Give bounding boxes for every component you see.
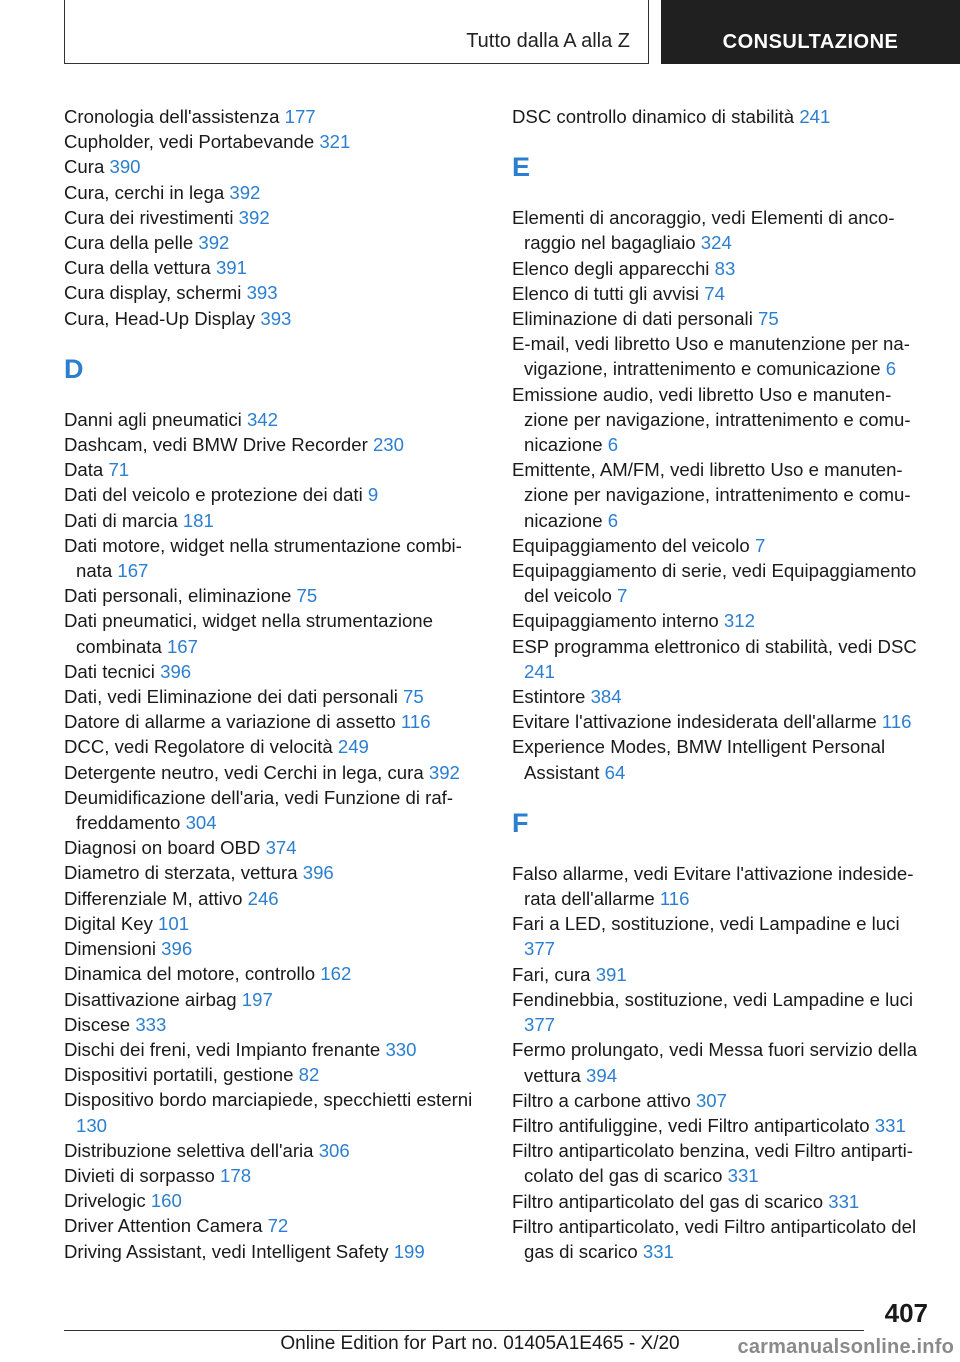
index-entry: [64, 835, 484, 860]
index-page-link[interactable]: 249: [337, 736, 369, 758]
index-entry: [64, 1239, 484, 1264]
index-entry: [512, 533, 932, 558]
index-page-link[interactable]: 197: [241, 988, 273, 1010]
index-page-link[interactable]: 396: [160, 660, 192, 682]
index-entry: [512, 634, 932, 684]
index-entry-text: Dati di marcia: [64, 509, 178, 531]
footer-edition-text: Online Edition for Part no. 01405A1E465 - X/20: [280, 1333, 680, 1354]
index-entry-text: Digital Key: [64, 912, 153, 934]
index-page-link[interactable]: 178: [220, 1164, 252, 1186]
index-entry-text: Dispositivi portatili, gestione: [64, 1064, 294, 1086]
index-page-link[interactable]: 167: [117, 560, 149, 582]
index-page-link[interactable]: 331: [874, 1114, 906, 1136]
index-entry-text: Fari a LED, sostituzione, vedi Lampadine e luci: [512, 913, 900, 935]
index-entry: [64, 104, 484, 129]
index-entry-text: Datore di allarme a variazione di assetto: [64, 711, 396, 733]
index-entry-text: Dimensioni: [64, 938, 156, 960]
index-entry: [64, 911, 484, 936]
index-entry: [512, 962, 932, 987]
index-entry: [64, 734, 484, 759]
index-page-link[interactable]: 7: [617, 585, 628, 607]
index-entry: [512, 1088, 932, 1113]
index-entry: [512, 281, 932, 306]
index-entry: [64, 255, 484, 280]
index-entry-text: Filtro antifuliggine, vedi Filtro antiparticolato: [512, 1114, 870, 1136]
index-page-link[interactable]: 331: [642, 1240, 674, 1262]
index-entry: [64, 508, 484, 533]
index-page-link[interactable]: 330: [385, 1038, 417, 1060]
index-entry: [64, 608, 484, 658]
index-entry-text: Cupholder, vedi Portabevande: [64, 131, 315, 153]
index-page-link[interactable]: 199: [393, 1240, 425, 1262]
index-entry-text: Dati del veicolo e protezione dei dati: [64, 484, 363, 506]
index-entry-text: Fari, cura: [512, 963, 591, 985]
index-page-link[interactable]: 116: [400, 711, 431, 733]
index-page-link[interactable]: 6: [885, 358, 897, 380]
index-entry-text: Diagnosi on board OBD: [64, 837, 261, 859]
index-entry: [64, 860, 484, 885]
index-entry: [512, 734, 932, 784]
index-page-link[interactable]: 306: [318, 1139, 350, 1161]
index-entry: [64, 180, 484, 205]
index-page-link[interactable]: 64: [604, 761, 626, 783]
index-page-link[interactable]: 384: [590, 686, 622, 708]
index-column-right: [512, 104, 932, 1264]
index-entry: [512, 987, 932, 1037]
index-page-link[interactable]: 394: [586, 1064, 618, 1086]
index-entry-text: Differenziale M, attivo: [64, 887, 243, 909]
index-entry: [64, 457, 484, 482]
index-entry-text: Deumidificazione dell'aria, vedi Funzione di raf-freddamento: [64, 786, 454, 834]
index-entry-text: Dati pneumatici, widget nella strumentazione combinata: [64, 610, 433, 657]
index-entry-text: Eliminazione di dati personali: [512, 308, 753, 330]
index-entry-text: Detergente neutro, vedi Cerchi in lega, cura: [64, 761, 424, 783]
header-chapter-title: CONSULTAZIONE: [722, 31, 899, 53]
index-entry: [512, 1189, 932, 1214]
index-page-link[interactable]: 396: [302, 862, 334, 884]
index-entry-text: Cura, cerchi in lega: [64, 181, 225, 203]
index-entry-text: Falso allarme, vedi Evitare l'attivazione indeside-rata dell'allarme: [512, 862, 914, 910]
index-entry-text: Dati motore, widget nella strumentazione combi-nata: [64, 534, 462, 582]
index-entry-text: Filtro a carbone attivo: [512, 1089, 691, 1111]
index-entry: [64, 407, 484, 432]
index-page-link[interactable]: 167: [166, 635, 198, 657]
index-page-link[interactable]: 230: [372, 434, 404, 456]
index-page-link[interactable]: 324: [700, 232, 732, 254]
index-entry: [512, 1113, 932, 1138]
index-page-link[interactable]: 9: [367, 484, 379, 506]
watermark: carmanualsonline.info: [737, 1336, 954, 1358]
index-page-link[interactable]: 390: [109, 156, 141, 178]
index-page-link[interactable]: 312: [723, 610, 755, 632]
index-entry: [64, 1062, 484, 1087]
index-page-link[interactable]: 241: [799, 106, 831, 127]
index-page-link[interactable]: 74: [704, 282, 725, 304]
index-entry-text: Emissione audio, vedi libretto Uso e manuten-zione per navigazione, intrattenimento e comu-nicazione: [512, 383, 911, 456]
index-entry-text: Emittente, AM/FM, vedi libretto Uso e manuten-zione per navigazione, intrattenimento e comu-nicazione: [512, 459, 911, 531]
index-entry: [64, 230, 484, 255]
index-page-link[interactable]: 392: [198, 232, 230, 254]
index-entry-text: Danni agli pneumatici: [64, 408, 242, 430]
index-page-link[interactable]: 396: [161, 938, 193, 960]
index-entry-text: Filtro antiparticolato del gas di scarico: [512, 1190, 824, 1212]
index-entry-text: Cura display, schermi: [64, 282, 242, 304]
index-entry-text: Dispositivo bordo marciapiede, specchietti esterni: [64, 1089, 473, 1111]
index-page-link[interactable]: 160: [150, 1190, 182, 1212]
index-page-link[interactable]: 392: [428, 761, 460, 783]
index-page-link[interactable]: 75: [758, 308, 779, 330]
index-page-link[interactable]: 130: [76, 1114, 108, 1136]
index-entry: [64, 961, 484, 986]
index-page-link[interactable]: 392: [238, 206, 270, 228]
index-page-link[interactable]: 181: [182, 509, 214, 531]
index-entry: [512, 104, 932, 129]
index-entry-text: Cronologia dell'assistenza: [64, 106, 280, 127]
index-page-link[interactable]: 393: [260, 307, 292, 329]
index-entry: [512, 331, 932, 381]
index-entry-text: Cura: [64, 156, 105, 178]
index-entry: [64, 1012, 484, 1037]
index-page-link[interactable]: 6: [607, 434, 619, 456]
index-page-link[interactable]: 177: [284, 106, 316, 127]
index-entry-text: Cura dei rivestimenti: [64, 206, 234, 228]
index-entry-text: Estintore: [512, 686, 586, 708]
index-page-link[interactable]: 331: [828, 1190, 860, 1212]
index-entry: [64, 684, 484, 709]
index-entry: [64, 1163, 484, 1188]
index-entry: [512, 608, 932, 633]
index-entry: [64, 205, 484, 230]
index-letter-heading: D: [64, 353, 84, 384]
index-entry: [512, 205, 932, 255]
index-entry: [64, 659, 484, 684]
header-section-title: Tutto dalla A alla Z: [466, 30, 630, 52]
index-page-link[interactable]: 393: [246, 282, 278, 304]
index-entry-text: DCC, vedi Regolatore di velocità: [64, 736, 333, 758]
index-page-link[interactable]: 304: [185, 812, 217, 834]
index-entry: [512, 684, 932, 709]
index-entry: [64, 785, 484, 835]
index-entry-text: Dischi dei freni, vedi Impianto frenante: [64, 1038, 381, 1060]
index-entry: [64, 1087, 484, 1137]
index-entry-text: Dati tecnici: [64, 660, 155, 682]
index-entry-text: Dati personali, eliminazione: [64, 585, 292, 607]
index-entry-text: Driving Assistant, vedi Intelligent Safety: [64, 1240, 389, 1262]
index-entry: [64, 583, 484, 608]
index-entry-text: Filtro antiparticolato, vedi Filtro antiparticolato del gas di scarico: [512, 1215, 917, 1262]
index-entry-text: Equipaggiamento di serie, vedi Equipaggiamento del veicolo: [512, 560, 917, 607]
index-entry-text: Driver Attention Camera: [64, 1215, 263, 1237]
index-entry: [512, 861, 932, 911]
index-entry-text: Cura della pelle: [64, 232, 194, 254]
index-page-link[interactable]: 7: [754, 534, 766, 556]
index-entry: [512, 457, 932, 533]
index-entry: [64, 154, 484, 179]
index-entry-text: Cura della vettura: [64, 257, 211, 279]
index-entry: [64, 280, 484, 305]
index-page-link[interactable]: 82: [298, 1064, 320, 1086]
index-entry: [512, 256, 932, 281]
index-letter-heading: E: [512, 152, 531, 183]
index-entry: [64, 1188, 484, 1213]
header-section-box: [64, 0, 649, 64]
index-entry: [512, 558, 932, 608]
index-entry-text: Dati, vedi Eliminazione dei dati personali: [64, 686, 398, 708]
index-page-link[interactable]: 101: [158, 912, 190, 934]
page-number: 407: [884, 1298, 928, 1328]
index-entry: [64, 760, 484, 785]
index-page-link[interactable]: 342: [246, 408, 278, 430]
index-entry: [64, 886, 484, 911]
index-entry-text: Fendinebbia, sostituzione, vedi Lampadine e luci: [512, 988, 914, 1010]
index-entry-text: DSC controllo dinamico di stabilità: [512, 106, 795, 127]
index-page-link[interactable]: 83: [714, 257, 736, 279]
index-entry-text: Elenco degli apparecchi: [512, 257, 710, 279]
index-entry: [512, 1138, 932, 1188]
index-page-link[interactable]: 246: [247, 887, 279, 909]
index-entry: [64, 129, 484, 154]
index-entry: [64, 1037, 484, 1062]
index-column-left: [64, 104, 484, 1264]
index-page-link[interactable]: 377: [524, 938, 556, 960]
index-letter-heading: F: [512, 807, 529, 838]
index-entry: [64, 987, 484, 1012]
index-entry: [64, 533, 484, 583]
index-entry-text: Dinamica del motore, controllo: [64, 963, 316, 985]
index-page-link[interactable]: 392: [229, 181, 261, 203]
index-entry: [64, 709, 484, 734]
index-entry-text: Equipaggiamento interno: [512, 610, 719, 632]
index-entry-text: Dashcam, vedi BMW Drive Recorder: [64, 434, 368, 456]
index-page-link[interactable]: 6: [607, 509, 619, 531]
index-page-link[interactable]: 71: [108, 459, 130, 481]
index-page-link[interactable]: 116: [881, 711, 912, 733]
index-entry-text: Distribuzione selettiva dell'aria: [64, 1139, 314, 1161]
index-entry: [64, 1138, 484, 1163]
index-entry: [512, 1214, 932, 1264]
index-entry-text: Disattivazione airbag: [64, 988, 237, 1010]
index-entry-text: Equipaggiamento del veicolo: [512, 534, 750, 556]
index-entry: [64, 432, 484, 457]
index-entry-text: E-mail, vedi libretto Uso e manutenzione per na-vigazione, intrattenimento e comunicazione: [512, 333, 910, 380]
index-page-link[interactable]: 391: [215, 257, 247, 279]
index-entry: [64, 936, 484, 961]
index-page-link[interactable]: 72: [267, 1215, 289, 1237]
index-entry-text: Elenco di tutti gli avvisi: [512, 282, 700, 304]
index-page-link[interactable]: 75: [296, 585, 318, 607]
index-entry-text: Cura, Head-Up Display: [64, 307, 256, 329]
index-entry: [512, 911, 932, 961]
header-chapter-tab[interactable]: [661, 0, 960, 64]
index-page-link[interactable]: 75: [403, 686, 424, 708]
index-entry-text: Experience Modes, BMW Intelligent Personal Assistant: [512, 736, 886, 783]
index-entry: [512, 382, 932, 458]
index-entry-text: ESP programma elettronico di stabilità, vedi DSC: [512, 635, 917, 657]
index-entry: [512, 709, 932, 734]
index-entry: [512, 306, 932, 331]
index-entry-text: Elementi di ancoraggio, vedi Elementi di anco-raggio nel bagagliaio: [512, 207, 895, 254]
index-page-link[interactable]: 377: [524, 1014, 556, 1036]
index-entry-text: Drivelogic: [64, 1190, 146, 1212]
index-page-link[interactable]: 331: [727, 1165, 759, 1187]
index-page-link[interactable]: 333: [135, 1013, 167, 1035]
index-entry-text: Divieti di sorpasso: [64, 1164, 215, 1186]
index-entry-text: Discese: [64, 1013, 131, 1035]
index-page-link[interactable]: 116: [659, 888, 690, 910]
index-entry: [64, 306, 484, 331]
footer-divider: [64, 1330, 864, 1331]
index-entry-text: Filtro antiparticolato benzina, vedi Filtro antiparti-colato del gas di scarico: [512, 1140, 913, 1187]
index-page-link[interactable]: 391: [595, 963, 627, 985]
index-page-link[interactable]: 374: [265, 837, 297, 859]
index-page-link[interactable]: 307: [695, 1089, 727, 1111]
index-entry-text: Diametro di sterzata, vettura: [64, 862, 298, 884]
index-entry: [512, 1037, 932, 1087]
index-entry-text: Fermo prolungato, vedi Messa fuori servizio della vettura: [512, 1039, 918, 1086]
index-entry: [64, 482, 484, 507]
index-entry-text: Evitare l'attivazione indesiderata dell'allarme: [512, 711, 877, 733]
index-page-link[interactable]: 162: [320, 963, 352, 985]
index-page-link[interactable]: 241: [524, 660, 556, 682]
index-entry: [64, 1213, 484, 1238]
index-entry-text: Data: [64, 459, 104, 481]
index-page-link[interactable]: 321: [319, 131, 351, 153]
